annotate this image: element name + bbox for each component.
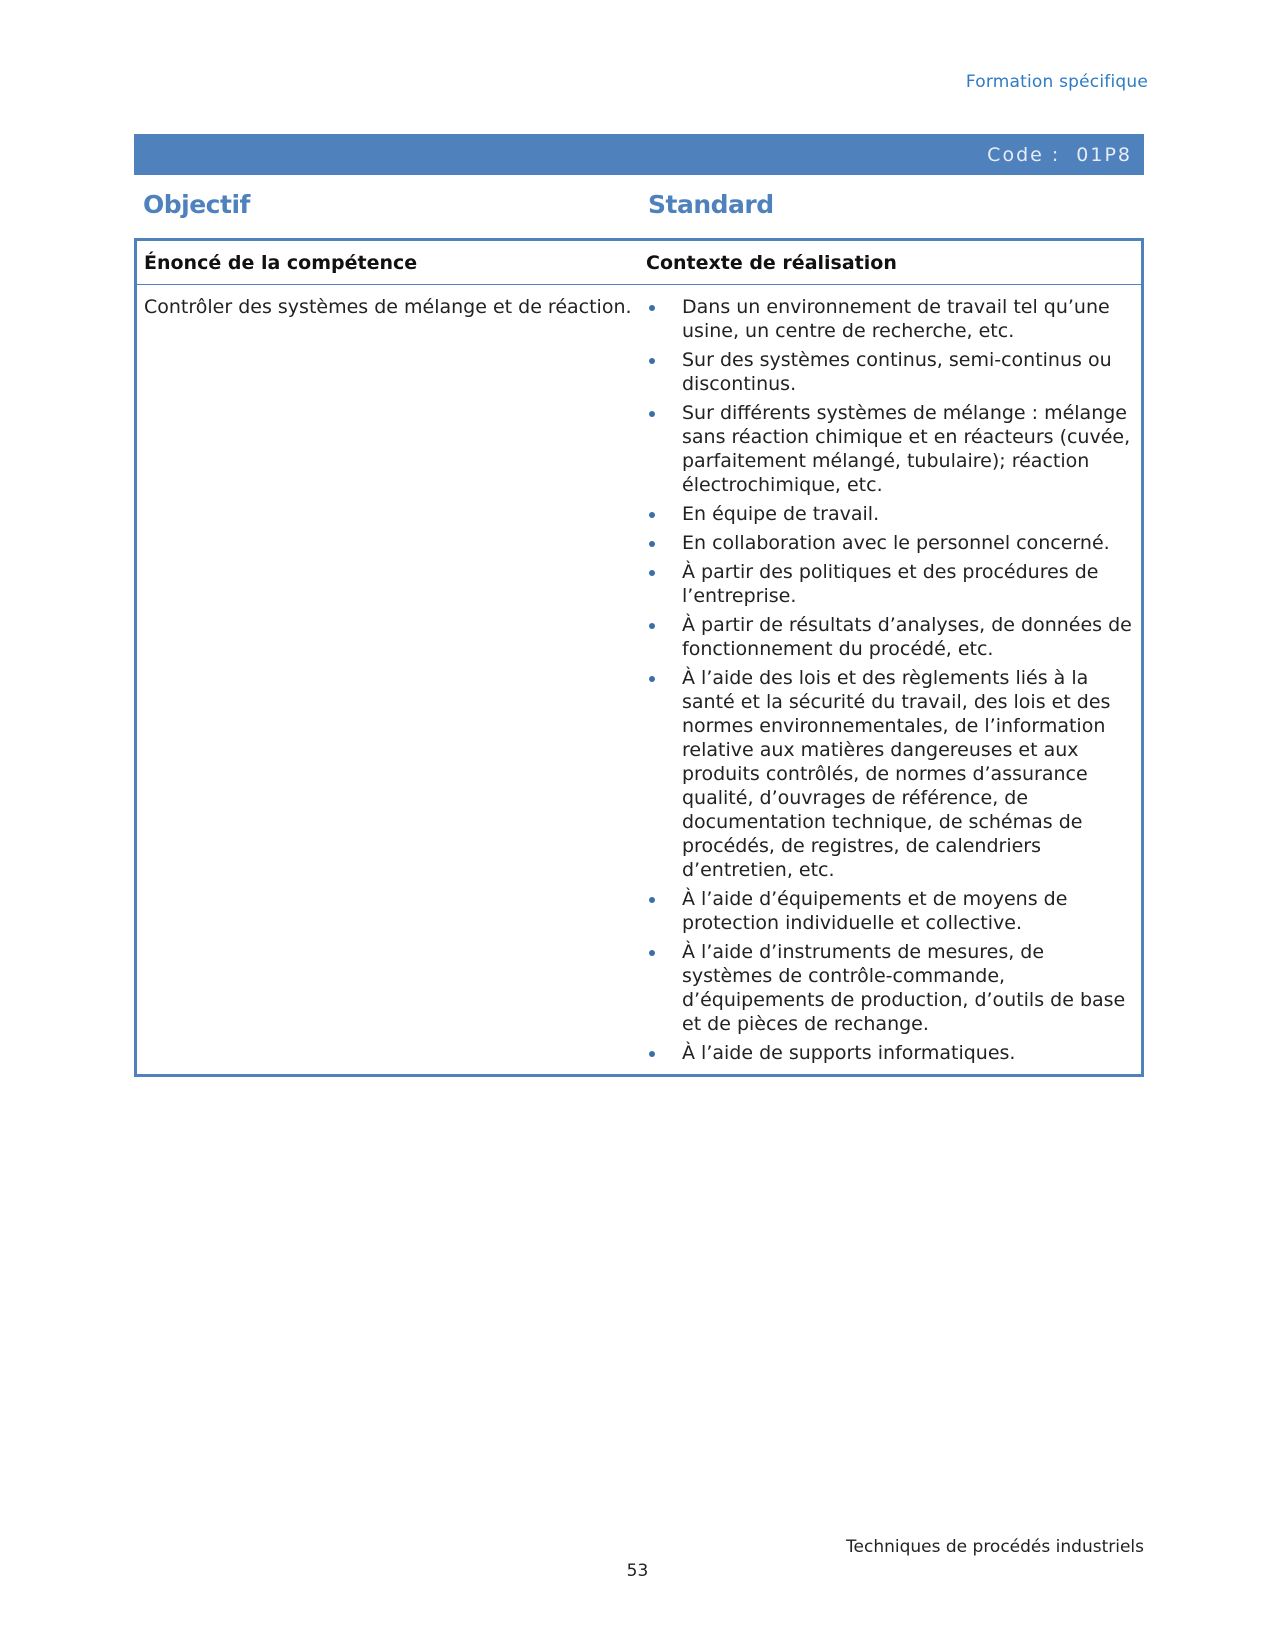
bullet-icon <box>649 623 655 629</box>
code-value: 01P8 <box>1076 143 1132 166</box>
code-bar <box>134 134 1144 175</box>
list-item <box>640 531 1141 555</box>
context-list <box>640 295 1141 1065</box>
standard-title: Standard <box>648 190 774 219</box>
objectif-title: Objectif <box>143 190 250 219</box>
code-label: Code : <box>987 143 1061 166</box>
bullet-icon <box>649 512 655 518</box>
context-cell <box>640 295 1141 1070</box>
header-enonce: Énoncé de la compétence <box>144 251 418 274</box>
bullet-icon <box>649 358 655 364</box>
list-item-text: À partir de résultats d’analyses, de données de fonctionnement du procédé, etc. <box>682 614 1132 660</box>
list-item-text: Sur des systèmes continus, semi-continus ou discontinus. <box>682 349 1112 395</box>
bullet-icon <box>649 541 655 547</box>
list-item <box>640 502 1141 526</box>
list-item <box>640 940 1141 1036</box>
list-item-text: En collaboration avec le personnel concerné. <box>682 532 1110 554</box>
table-header-row <box>137 241 1141 285</box>
bullet-icon <box>649 950 655 956</box>
list-item-text: À l’aide des lois et des règlements liés à la santé et la sécurité du travail, des lois et des normes environnementales, de l’information relative aux matières dangereuses et aux produits contrôlés, de normes d’assurance qualité, d’ouvrages de référence, de documentation technique, de schémas de procédés, de registres, de calendriers d’entretien, etc. <box>682 667 1111 881</box>
page-number: 53 <box>626 1561 649 1581</box>
competence-table <box>134 238 1144 1077</box>
list-item-text: En équipe de travail. <box>682 503 880 525</box>
list-item <box>640 348 1141 396</box>
list-item-text: À l’aide d’instruments de mesures, de systèmes de contrôle-commande, d’équipements de production, d’outils de base et de pièces de rechange. <box>682 941 1126 1035</box>
bullet-icon <box>649 305 655 311</box>
list-item <box>640 295 1141 343</box>
list-item-text: Sur différents systèmes de mélange : mélange sans réaction chimique et en réacteurs (cuvée, parfaitement mélangé, tubulaire); réaction électrochimique, etc. <box>682 402 1131 496</box>
table-row <box>137 285 1141 1074</box>
list-item <box>640 887 1141 935</box>
list-item-text: Dans un environnement de travail tel qu’une usine, un centre de recherche, etc. <box>682 296 1110 342</box>
bullet-icon <box>649 411 655 417</box>
header-contexte: Contexte de réalisation <box>646 251 897 274</box>
bullet-icon <box>649 676 655 682</box>
section-header: Formation spécifique <box>965 72 1148 92</box>
list-item-text: À l’aide de supports informatiques. <box>682 1042 1016 1064</box>
list-item-text: À l’aide d’équipements et de moyens de protection individuelle et collective. <box>682 888 1068 934</box>
bullet-icon <box>649 1051 655 1057</box>
competence-statement: Contrôler des systèmes de mélange et de réaction. <box>144 296 632 318</box>
list-item <box>640 1041 1141 1065</box>
list-item <box>640 560 1141 608</box>
list-item <box>640 613 1141 661</box>
list-item <box>640 666 1141 882</box>
footer-program-title: Techniques de procédés industriels <box>846 1537 1144 1557</box>
bullet-icon <box>649 570 655 576</box>
bullet-icon <box>649 897 655 903</box>
list-item <box>640 401 1141 497</box>
list-item-text: À partir des politiques et des procédures de l’entreprise. <box>682 561 1099 607</box>
